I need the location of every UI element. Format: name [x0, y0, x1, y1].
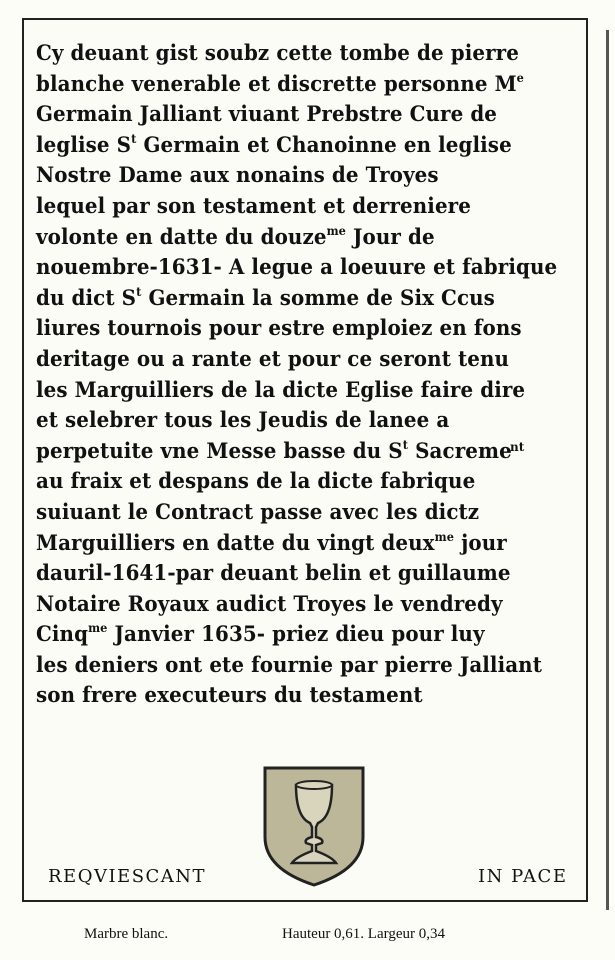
inscription-superscript: me: [88, 621, 108, 636]
chalice-shield-icon: [262, 765, 366, 887]
inscription-line: [36, 283, 566, 314]
inscription-line-text: deritage ou a rante et pour ce seront tenu: [36, 345, 510, 371]
inscription-line-text: suiuant le Contract passe avec les dictz: [36, 498, 480, 524]
inscription-line: [36, 375, 566, 406]
inscription-line-continuation: Germain et Chanoinne en leglise: [136, 131, 512, 157]
inscription-line-text: Cy deuant gist soubz cette tombe de pierre: [36, 40, 519, 65]
inscription-line: [36, 160, 566, 191]
inscription-line-continuation: Janvier 1635- priez dieu pour luy: [107, 621, 485, 647]
inscription-line: [36, 528, 566, 559]
plate-edge: [606, 30, 609, 910]
inscription-line: [36, 558, 566, 589]
caption-material: Marbre blanc.: [84, 926, 169, 942]
inscription-line-continuation: Sacreme: [408, 437, 512, 463]
inscription-line: [36, 38, 566, 69]
inscription-line-text: Nostre Dame aux nonains de Troyes: [36, 162, 439, 188]
footer-requiescant: REQVIESCANT: [48, 866, 207, 887]
inscription-line-text: Notaire Royaux audict Troyes le vendredy: [36, 590, 503, 616]
inscription-line-text: et selebrer tous les Jeudis de lanee a: [36, 407, 450, 433]
inscription-line-text: liures tournois pour estre emploiez en fons: [36, 315, 522, 341]
inscription-line: [36, 466, 566, 497]
inscription-line-continuation: jour: [454, 529, 507, 555]
inscription-line-text: dauril-1641-par deuant belin et guillaume: [36, 560, 511, 586]
inscription-line: [36, 405, 566, 436]
inscription-line: [36, 589, 566, 620]
inscription-line-continuation: Jour de: [346, 223, 435, 249]
inscription-line-text: lequel par son testament et derreniere: [36, 192, 471, 218]
inscription-line-text: volonte en datte du douze: [36, 223, 327, 249]
inscription-line: [36, 650, 566, 681]
inscription-line-text: Cinq: [36, 621, 89, 647]
inscription-line-text: leglise S: [36, 131, 132, 157]
inscription-line: [36, 344, 566, 375]
inscription-line-text: nouembre-1631- A legue a loeuure et fabrique: [36, 254, 558, 280]
inscription-line-text: les deniers ont ete fournie par pierre Jalliant: [36, 651, 542, 677]
inscription-line: [36, 619, 566, 650]
inscription-line-text: blanche venerable et discrette personne M: [36, 70, 517, 96]
caption-dimensions: Hauteur 0,61. Largeur 0,34: [282, 926, 446, 942]
inscription-superscript: e: [516, 70, 524, 85]
inscription-superscript: t: [131, 131, 137, 146]
inscription-line-text: du dict S: [36, 284, 137, 310]
inscription-line-text: Germain Jalliant viuant Prebstre Cure de: [36, 101, 498, 127]
inscription-line: [36, 222, 566, 253]
inscription-line: [36, 436, 566, 467]
inscription-line-text: perpetuite vne Messe basse du S: [36, 437, 403, 463]
inscription-line: [36, 497, 566, 528]
inscription-line: [36, 313, 566, 344]
floating-superscript: nt: [510, 440, 525, 454]
inscription-line-continuation: Germain la somme de Six Ccus: [141, 284, 495, 310]
inscription-line: [36, 130, 566, 161]
inscription-line-text: son frere executeurs du testament: [36, 682, 423, 708]
inscription-superscript: t: [136, 284, 142, 299]
inscription-line-text: au fraix et despans de la dicte fabrique: [36, 468, 476, 494]
inscription-line: [36, 680, 566, 711]
inscription-line-text: les Marguilliers de la dicte Eglise faire dire: [36, 376, 526, 402]
inscription-text: [36, 38, 596, 711]
inscription-line-text: Marguilliers en datte du vingt deux: [36, 529, 435, 555]
inscription-line: [36, 69, 566, 100]
inscription-line: [36, 191, 566, 222]
inscription-superscript: t: [402, 437, 409, 452]
inscription-line: [36, 99, 566, 130]
inscription-line: [36, 252, 566, 283]
inscription-superscript: me: [326, 223, 347, 238]
inscription-superscript: me: [434, 529, 455, 544]
footer-in-pace: IN PACE: [478, 866, 568, 887]
